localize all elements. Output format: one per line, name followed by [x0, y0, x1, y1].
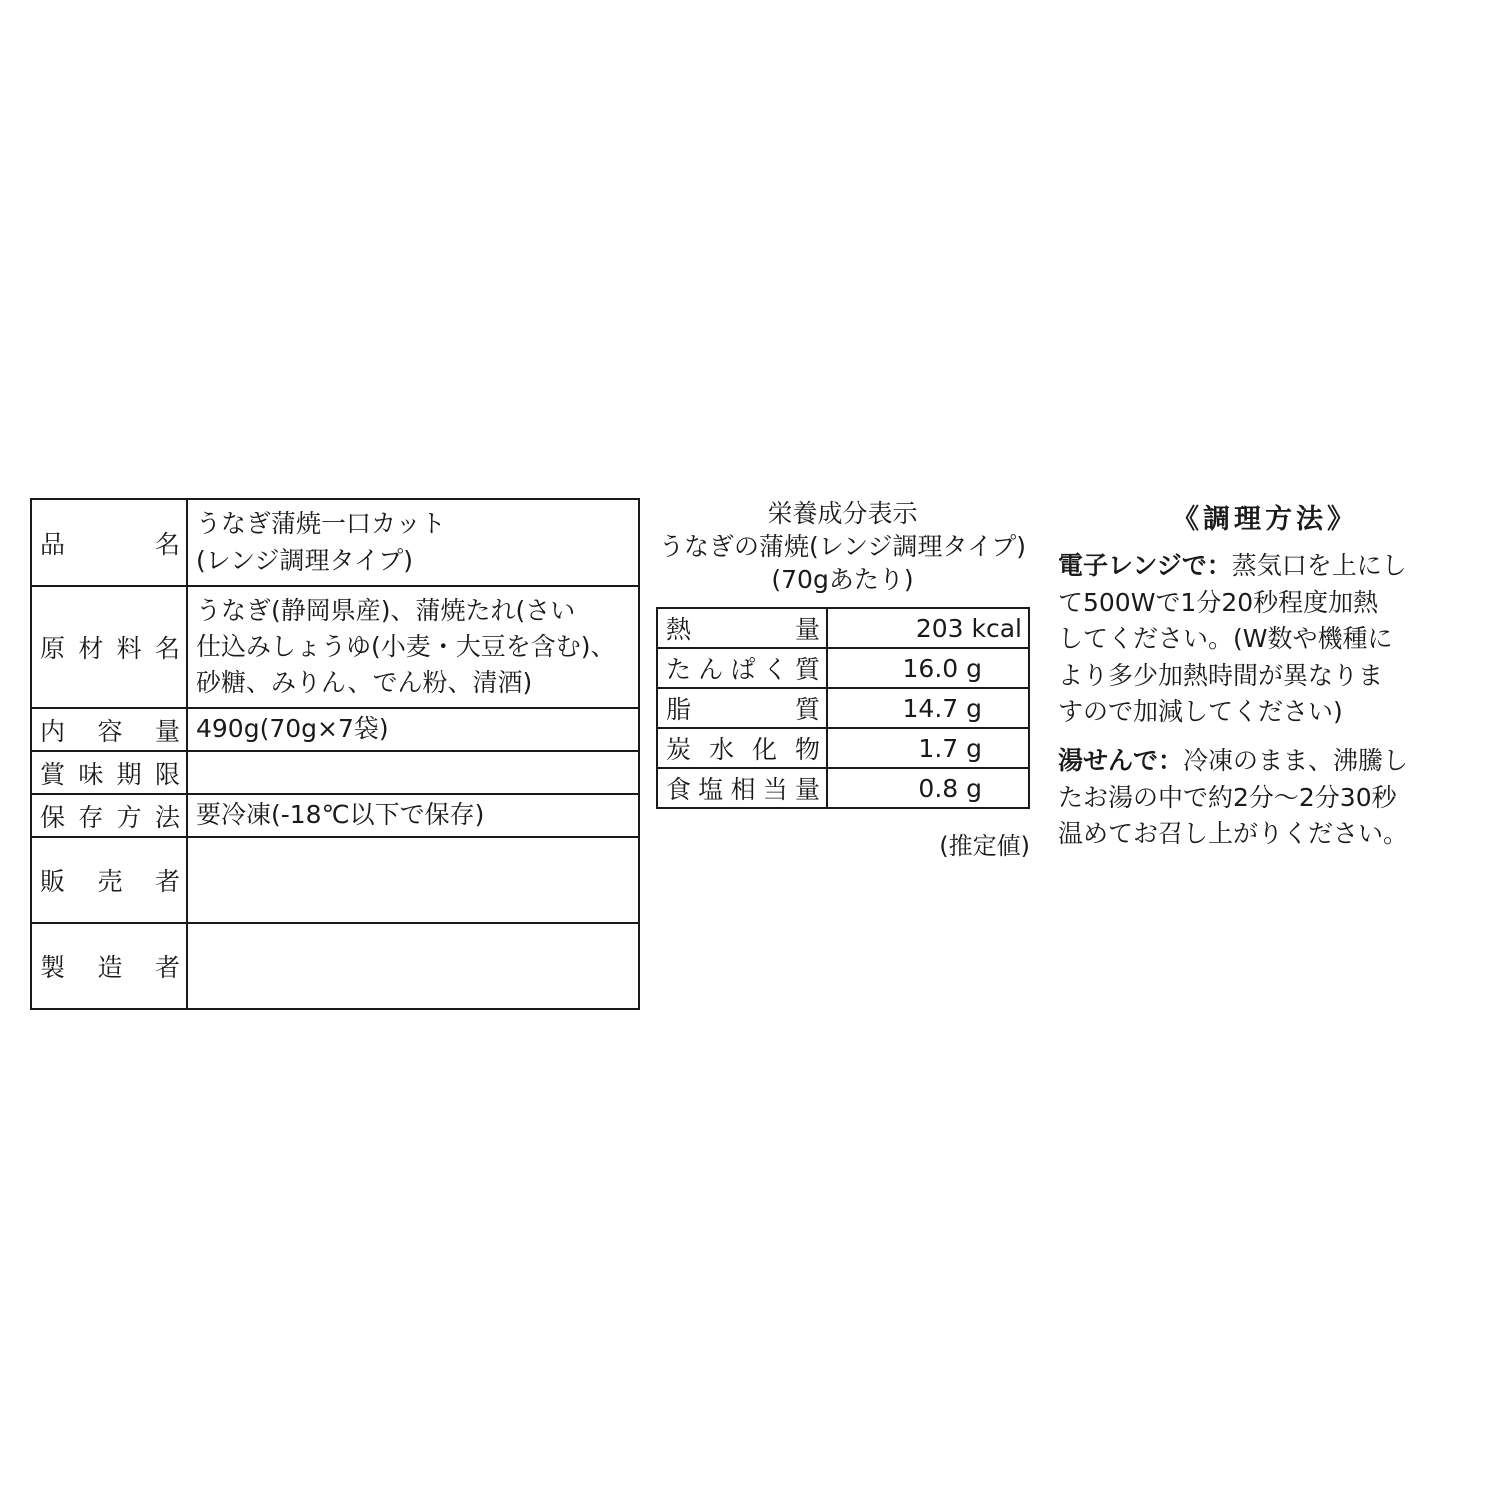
label-key: 製造者: [31, 923, 187, 1009]
cooking-text: 蒸気口を上にし: [1231, 551, 1407, 580]
nutrition-key: 食塩相当量: [657, 768, 827, 808]
label-value: [187, 837, 639, 923]
cooking-line: [1058, 743, 1478, 780]
cooking-line: 温めてお召し上がりください。: [1058, 819, 1409, 848]
label-row-seller: [31, 837, 639, 923]
cooking-line: [1058, 548, 1478, 585]
label-row-storage: [31, 794, 639, 837]
label-key: 販売者: [31, 837, 187, 923]
label-value-line: 490g(70g×7袋): [196, 714, 389, 744]
cooking-lead: 湯せんで：: [1058, 746, 1184, 775]
label-value: [187, 751, 639, 794]
nutrition-key: 炭水化物: [657, 728, 827, 768]
label-value: [187, 794, 639, 837]
cooking-line: すので加減してください): [1058, 697, 1343, 726]
label-value: [187, 586, 639, 708]
nutrition-key: 熱量: [657, 608, 827, 648]
product-label-table: [30, 498, 640, 1010]
label-value: [187, 923, 639, 1009]
cooking-text: 冷凍のまま、沸騰し: [1183, 746, 1409, 775]
nutrition-value: 16.0 g: [827, 648, 1029, 688]
cooking-line: してください。(W数や機種に: [1058, 624, 1393, 653]
nutrition-heading-line: 栄養成分表示: [767, 499, 918, 528]
cooking-line: より多少加熱時間が異なりま: [1058, 660, 1384, 690]
cooking-line: て500Wで1分20秒程度加熱: [1058, 587, 1379, 617]
nutrition-row: [657, 608, 1029, 648]
nutrition-row: [657, 728, 1029, 768]
label-value-line: うなぎ蒲焼一口カット: [196, 509, 446, 539]
nutrition-row: [657, 688, 1029, 728]
cooking-boil: [1058, 743, 1478, 853]
label-value: [187, 499, 639, 586]
cooking-lead: 電子レンジで：: [1058, 551, 1232, 580]
nutrition-heading-line: うなぎの蒲焼(レンジ調理タイプ): [658, 532, 1026, 561]
nutrition-key: たんぱく質: [657, 648, 827, 688]
label-key: 賞味期限: [31, 751, 187, 794]
label-row-contents: [31, 708, 639, 751]
nutrition-value: 203 kcal: [827, 608, 1029, 648]
nutrition-value: 14.7 g: [827, 688, 1029, 728]
label-row-best-before: [31, 751, 639, 794]
label-row-manufacturer: [31, 923, 639, 1009]
nutrition-heading: [655, 497, 1030, 596]
nutrition-heading-line: (70gあたり): [771, 565, 914, 594]
label-value-line: 要冷凍(-18℃以下で保存): [196, 800, 485, 830]
cooking-title: 《調理方法》: [1172, 504, 1358, 535]
label-key: 内容量: [31, 708, 187, 751]
nutrition-row: [657, 768, 1029, 808]
cooking-line: たお湯の中で約2分〜2分30秒: [1058, 782, 1397, 812]
label-value-line: 仕込みしょうゆ(小麦・大豆を含む)、: [196, 631, 616, 661]
nutrition-key: 脂質: [657, 688, 827, 728]
label-row-product-name: [31, 499, 639, 586]
label-value: [187, 708, 639, 751]
label-value-line: うなぎ(静岡県産)、蒲焼たれ(さい: [196, 595, 576, 625]
nutrition-row: [657, 648, 1029, 688]
nutrition-table: [656, 607, 1030, 809]
cooking-microwave: [1058, 548, 1478, 731]
label-key: 保存方法: [31, 794, 187, 837]
label-row-ingredients: [31, 586, 639, 708]
label-value-line: 砂糖、みりん、でん粉、清酒): [196, 668, 533, 698]
label-value-line: (レンジ調理タイプ): [196, 545, 414, 575]
label-key: 品 名: [31, 499, 187, 586]
nutrition-note: (推定値): [939, 832, 1030, 860]
label-key: 原材料名: [31, 586, 187, 708]
nutrition-value: 0.8 g: [827, 768, 1029, 808]
nutrition-value: 1.7 g: [827, 728, 1029, 768]
